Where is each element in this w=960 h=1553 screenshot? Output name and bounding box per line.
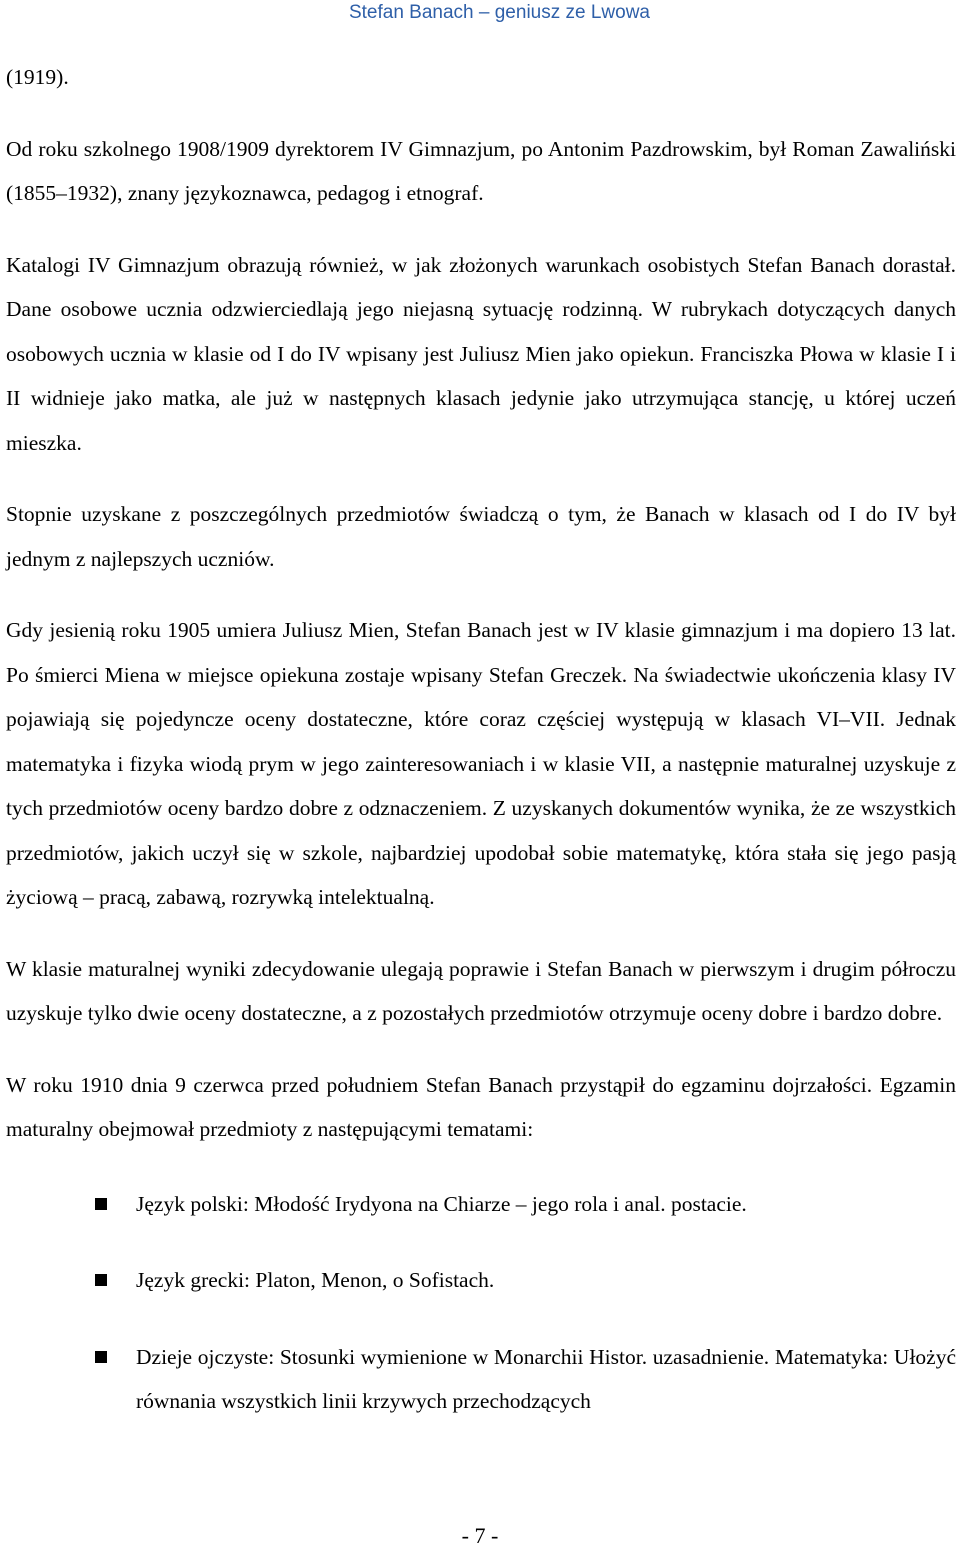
document-body [6, 55, 956, 1456]
list-item-text: Język grecki: Platon, Menon, o Sofistach. [136, 1268, 495, 1292]
list-item [6, 1182, 956, 1227]
paragraph-matura-exam: W roku 1910 dnia 9 czerwca przed południem Stefan Banach przystąpił do egzaminu dojrzałości. Egzamin maturalny obejmował przedmioty z następującymi tematami: [6, 1072, 956, 1141]
paragraph-mien-death: Gdy jesienią roku 1905 umiera Juliusz Mien, Stefan Banach jest w IV klasie gimnazjum i ma dopiero 13 lat. Po śmierci Miena w miejsce opiekuna zostaje wpisany Stefan Greczek. Na świadectwie ukończenia klasy IV pojawiają się pojedyncze oceny dostateczne, które coraz częściej występują w klasach VI–VII. Jednak matematyka i fizyka wiodą prym w jego zainteresowaniach i w klasie VII, a następnie maturalnej uzyskuje z tych przedmiotów oceny bardzo dobre z odznaczeniem. Z uzyskanych dokumentów wynika, że ze wszystkich przedmiotów, jakich uczył się w szkole, najbardziej upodobał sobie matematykę, która stała się jego pasją życiową – pracą, zabawą, rozrywką intelektualną. [6, 618, 956, 909]
square-bullet-icon [95, 1351, 107, 1363]
square-bullet-icon [95, 1274, 107, 1286]
list-item-text: Język polski: Młodość Irydyona na Chiarze – jego rola i anal. postacie. [136, 1191, 747, 1216]
paragraph-final-class: W klasie maturalnej wyniki zdecydowanie ulegają poprawie i Stefan Banach w pierwszym i drugim półroczu uzyskuje tylko dwie oceny dostateczne, a z pozostałych przedmiotów otrzymuje oceny dobre i bardzo dobre. [6, 956, 956, 1025]
paragraph-grades: Stopnie uzyskane z poszczególnych przedmiotów świadczą o tym, że Banach w klasach od I do IV był jednym z najlepszych uczniów. [6, 502, 956, 571]
paragraph-director: Od roku szkolnego 1908/1909 dyrektorem IV Gimnazjum, po Antonim Pazdrowskim, był Roman Zawaliński (1855–1932), znany językoznawca, pedagog i etnograf. [6, 136, 956, 205]
paragraph-year-fragment: (1919). [6, 65, 69, 89]
list-item [6, 1335, 956, 1424]
list-item [6, 1258, 956, 1303]
running-header: Stefan Banach – geniusz ze Lwowa [348, 2, 650, 23]
list-item-text: Dzieje ojczyste: Stosunki wymienione w Monarchii Histor. uzasadnienie. Matematyka: Ułożyć równania wszystkich linii krzywych przechodzących [136, 1344, 956, 1413]
exam-topics-list [6, 1182, 956, 1424]
square-bullet-icon [95, 1198, 107, 1210]
paragraph-catalogs: Katalogi IV Gimnazjum obrazują również, w jak złożonych warunkach osobistych Stefan Banach dorastał. Dane osobowe ucznia odzwierciedlają jego niejasną sytuację rodzinną. W rubrykach dotyczących danych osobowych ucznia w klasie od I do IV wpisany jest Juliusz Mien jako opiekun. Franciszka Płowa w klasie I i II widnieje jako matka, ale już w następnych klasach jedynie jako utrzymująca stancję, u której uczeń mieszka. [6, 252, 956, 455]
page-number: - 7 - [461, 1523, 499, 1548]
